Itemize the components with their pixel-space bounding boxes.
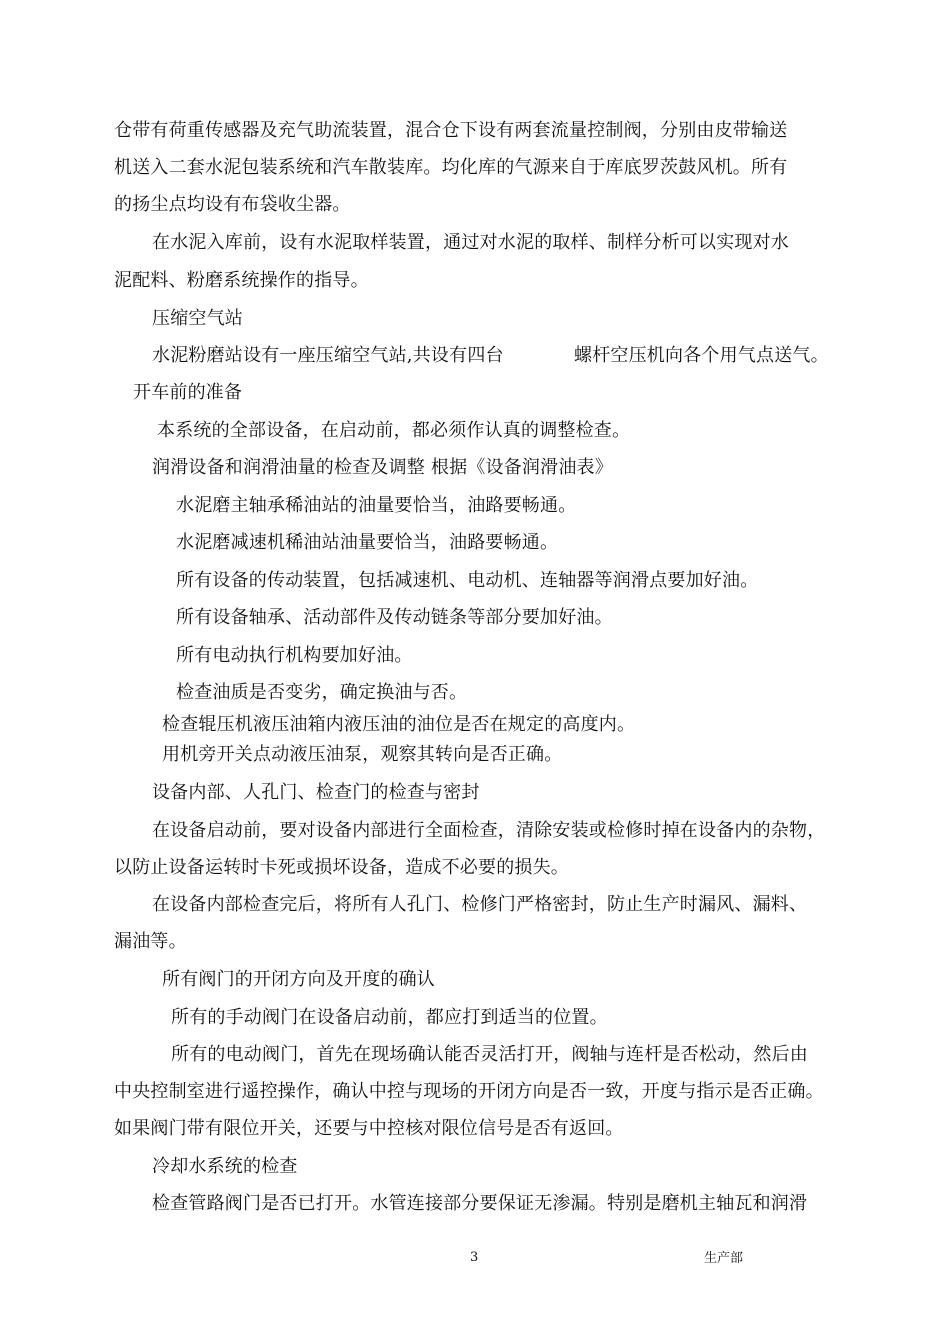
text-line: 以防止设备运转时卡死或损坏设备，造成不必要的损失。 (114, 857, 569, 878)
text-line: 中央控制室进行遥控操作，确认中控与现场的开闭方向是否一致，开度与指示是否正确。 (114, 1081, 824, 1102)
text-line: 在设备内部检查完后，将所有人孔门、检修门严格密封，防止生产时漏风、漏料、 (152, 894, 808, 915)
text-line: 如果阀门带有限位开关，还要与中控核对限位信号是否有返回。 (114, 1118, 624, 1139)
section-heading: 开车前的准备 (133, 382, 243, 403)
list-item: 所有电动执行机构要加好油。 (176, 645, 413, 666)
text-line: 泥配料、粉磨系统操作的指导。 (114, 270, 369, 291)
section-heading: 压缩空气站 (152, 308, 243, 329)
list-item: 所有设备轴承、活动部件及传动链条等部分要加好油。 (176, 607, 613, 628)
page-number: 3 (470, 1250, 479, 1265)
text-line: 螺杆空压机向各个用气点送气。 (574, 345, 829, 366)
text-line: 在设备启动前，要对设备内部进行全面检查，清除安装或检修时掉在设备内的杂物， (152, 820, 826, 841)
list-item: 水泥磨减速机稀油站油量要恰当，油路要畅通。 (176, 532, 559, 553)
text-line: 所有的手动阀门在设备启动前，都应打到适当的位置。 (171, 1007, 608, 1028)
text-line: 机送入二套水泥包装系统和汽车散装库。均化库的气源来自于库底罗茨鼓风机。所有 (114, 157, 788, 178)
list-item: 水泥磨主轴承稀油站的油量要恰当，油路要畅通。 (176, 495, 577, 516)
section-heading: 冷却水系统的检查 (152, 1156, 298, 1177)
list-item: 用机旁开关点动液压油泵，观察其转向是否正确。 (162, 744, 563, 765)
section-heading: 所有阀门的开闭方向及开度的确认 (162, 969, 435, 990)
text-line: 的扬尘点均设有布袋收尘器。 (114, 194, 351, 215)
section-heading: 润滑设备和润滑油量的检查及调整 根据《设备润滑油表》 (152, 457, 613, 478)
list-item: 所有设备的传动装置，包括减速机、电动机、连轴器等润滑点要加好油。 (176, 570, 759, 591)
section-heading: 设备内部、人孔门、检查门的检查与密封 (152, 782, 480, 803)
text-line: 水泥粉磨站设有一座压缩空气站,共设有四台 (152, 345, 504, 366)
list-item: 检查油质是否变劣，确定换油与否。 (176, 682, 468, 703)
text-line: 检查管路阀门是否已打开。水管连接部分要保证无渗漏。特别是磨机主轴瓦和润滑 (152, 1193, 808, 1214)
list-item: 检查辊压机液压油箱内液压油的油位是否在规定的高度内。 (162, 714, 636, 735)
text-line: 仓带有荷重传感器及充气助流装置，混合仓下设有两套流量控制阀，分别由皮带输送 (114, 120, 788, 141)
text-line: 在水泥入库前，设有水泥取样装置，通过对水泥的取样、制样分析可以实现对水 (152, 232, 789, 253)
text-line: 本系统的全部设备，在启动前，都必须作认真的调整检查。 (157, 420, 631, 441)
footer-department: 生产部 (704, 1251, 744, 1266)
text-line: 漏油等。 (114, 931, 187, 952)
text-line: 所有的电动阀门，首先在现场确认能否灵活打开，阀轴与连杆是否松动，然后由 (171, 1044, 808, 1065)
